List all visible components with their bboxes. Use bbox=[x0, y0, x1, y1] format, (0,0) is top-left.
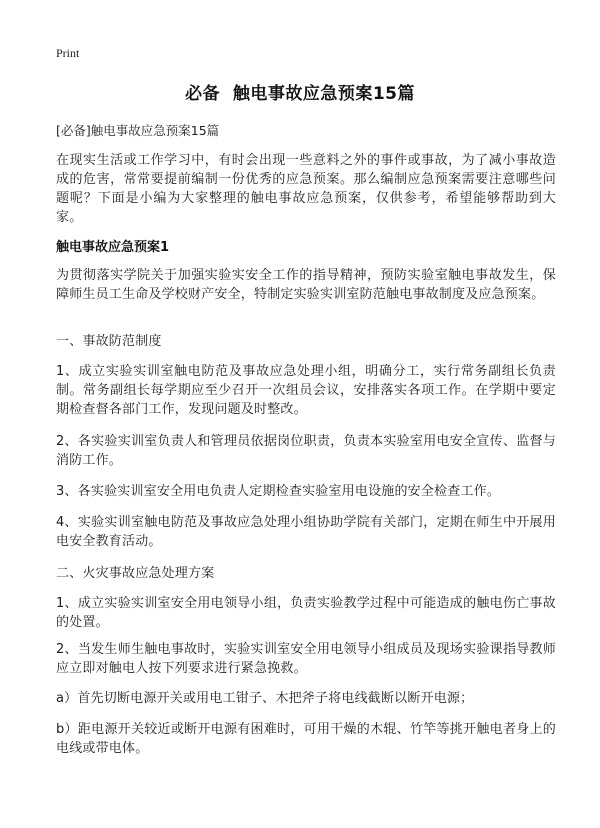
section1-title: 一、事故防范制度 bbox=[56, 334, 162, 349]
section1-item: 3、各实验实训室安全用电负责人定期检查实验室用电设施的安全检查工作。 bbox=[56, 484, 501, 499]
intro-paragraph: 在现实生活或工作学习中，有时会出现一些意料之外的事件或事故，为了减小事故造成的危害，常常要提前编制一份优秀的应急预案。那么编制应急预案需要注意哪些问题呢？下面是小编为大家整理的触电事故应急预案，仅供参考，希望能够帮助到大家。 bbox=[56, 153, 556, 225]
section1-item: 2、各实验实训室负责人和管理员依据岗位职责，负责本实验室用电安全宣传、监督与消防工作。 bbox=[56, 434, 556, 468]
section2-item: 2、当发生师生触电事故时，实验实训室安全用电领导小组成员及现场实验课指导教师应立即对触电人按下列要求进行紧急挽救。 bbox=[56, 642, 556, 676]
document-title: 必备 触电事故应急预案15篇 bbox=[185, 84, 415, 104]
document-subtitle: [必备]触电事故应急预案15篇 bbox=[56, 123, 220, 138]
section1-item: 1、成立实验实训室触电防范及事故应急处理小组，明确分工，实行常务副组长负责制。常务副组长每学期应至少召开一次组员会议，安排落实各项工作。在学期中要定期检查督各部门工作，发现问题及时整改。 bbox=[56, 364, 556, 417]
section2-subitem: b）距电源开关较近或断开电源有困难时，可用干燥的木辊、竹竿等挑开触电者身上的电线或带电体。 bbox=[56, 722, 556, 756]
section1-item: 4、实验实训室触电防范及事故应急处理小组协助学院有关部门，定期在师生中开展用电安全教育活动。 bbox=[56, 515, 556, 549]
section2-item: 1、成立实验实训室安全用电领导小组，负责实验教学过程中可能造成的触电伤亡事故的处置。 bbox=[56, 596, 556, 630]
section2-title: 二、火灾事故应急处理方案 bbox=[56, 566, 215, 581]
case1-paragraph: 为贯彻落实学院关于加强实验实安全工作的指导精神，预防实验室触电事故发生，保障师生员工生命及学校财产安全，特制定实验实训室防范触电事故制度及应急预案。 bbox=[56, 268, 556, 302]
case1-heading: 触电事故应急预案1 bbox=[56, 240, 170, 255]
section2-subitem: a）首先切断电源开关或用电工钳子、木把斧子将电线截断以断开电源； bbox=[56, 691, 474, 706]
print-label[interactable]: Print bbox=[56, 46, 80, 60]
